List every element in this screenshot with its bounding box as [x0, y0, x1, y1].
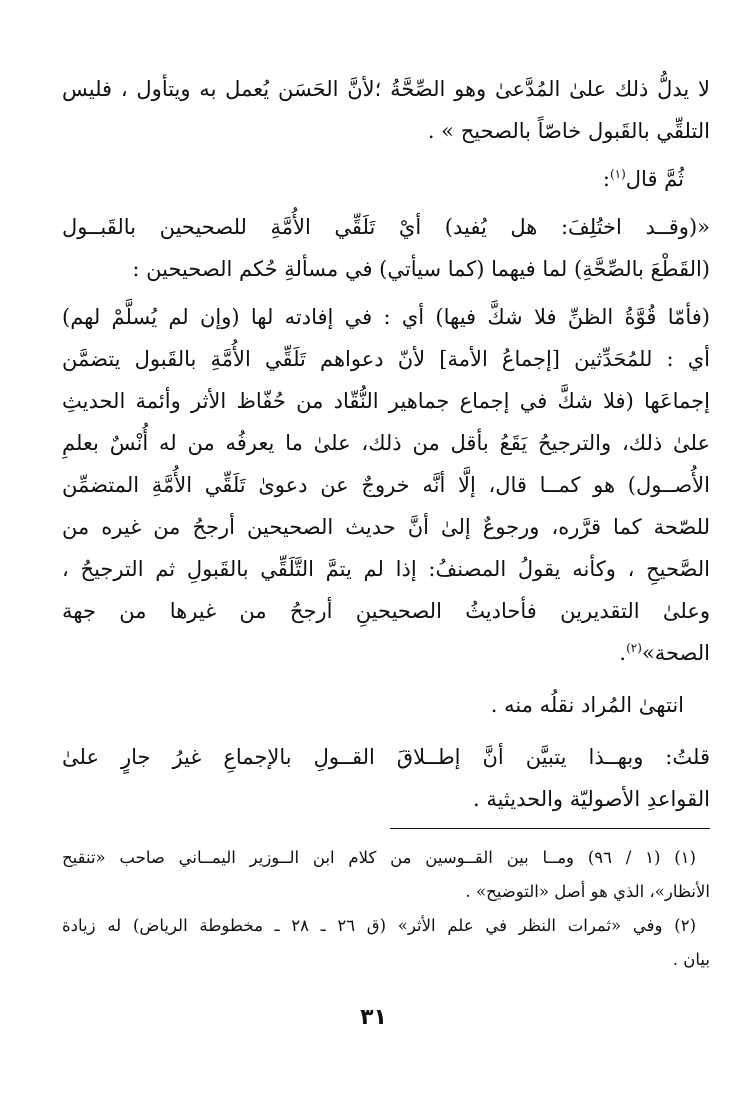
- footnote-2-line-1: (٢) وفي «ثمرات النظر في علم الأثر» (ق ٢٦ ـ ٢٨ ـ مخطوطة الرياض) له زيادة: [62, 916, 697, 935]
- body-line-10: الأُصــول) هو كمــا قال، إلَّا أنَّه خروجٌ عن دعوىٰ تَلَقِّي الأُمَّةِ المتضمِّن: [62, 473, 710, 497]
- footnote-2-line-2: بيان .: [672, 950, 710, 969]
- footnote-separator: [390, 828, 710, 829]
- body-line-16: قلتُ: وبهــذا يتبيَّن أنَّ إطــلاقَ القــولِ بالإجماعِ غيرُ جارٍ علىٰ: [62, 745, 710, 769]
- body-line-1: لا يدلُّ ذلك علىٰ المُدَّعىٰ وهو الصِّحَّةُ ؛لأنَّ الحَسَن يُعمل به ويتأول ، فليس: [62, 77, 710, 101]
- body-line-7: أي : للمُحَدِّثين [إجماعُ الأمة] لأنّ دعواهم تَلَقِّي الأُمَّةِ بالقَبول يتضمَّن: [62, 347, 710, 371]
- body-line-14: [62, 632, 710, 674]
- body-line-15: انتهىٰ المُراد نقلُه منه .: [490, 693, 684, 717]
- body-line-17: القواعدِ الأصوليّة والحديثية .: [472, 787, 710, 811]
- footnote-ref-2: (٢): [626, 641, 642, 655]
- body-line-5: (القَطْعَ بالصِّحَّةِ) لما فيهما (كما سيأتي) في مسألةِ حُكم الصحيحين :: [132, 257, 710, 281]
- body-line-12: الصَّحيحِ ، وكأنه يقولُ المصنفُ: إذا لم يتمَّ التَّلَقِّي بالقَبولِ ثم الترجيحُ ،: [62, 557, 710, 581]
- body-line-2: التلقِّي بالقَبول خاصّاً بالصحيح » .: [427, 119, 710, 143]
- body-line-13: وعلىٰ التقديرين فأحاديثُ الصحيحينِ أرجحُ من غيرها من جهة: [62, 599, 710, 623]
- body-line-3-text: ثُمَّ قال: [625, 167, 684, 191]
- body-line-9: علىٰ ذلك، والترجيحُ يَقَعُ بأقل من ذلك، علىٰ ما يعرفُه من له أُنْسٌ بعلمِ: [62, 431, 710, 455]
- page-content: [62, 68, 710, 977]
- body-line-6: (فأمّا قُوَّةُ الظنِّ فلا شكَّ فيها) أي : في إفادته لها (وإن لم يُسلَّمْ لهم): [62, 305, 710, 329]
- body-line-3-colon: :: [602, 167, 610, 191]
- body-line-14-period: .: [619, 641, 627, 665]
- body-line-4: «(وقــد اختُلِفَ: هل يُفيد) أيْ تَلَقِّي الأُمَّةِ للصحيحين بالقَبــول: [62, 215, 710, 239]
- page-number: ٣١: [360, 1005, 387, 1030]
- body-line-14-text: الصحة»: [641, 641, 710, 665]
- body-line-8: إجماعَها (فلا شكَّ في إجماع جماهير النُّقّاد من حُفّاظ الأثر وأئمة الحديثِ: [62, 389, 710, 413]
- footnote-1-line-2: الأنظار»، الذي هو أصل «التوضيح» .: [465, 882, 710, 901]
- footnote-1-line-1: (١) (١ / ٩٦) ومــا بين القــوسين من كلام ابن الــوزير اليمــاني صاحب «تنقيح: [62, 848, 696, 867]
- footnote-ref-1: (١): [609, 167, 626, 181]
- body-line-11: للصّحة كما قرَّره، ورجوعٌ إلىٰ أنَّ حديث الصحيحين أرجحُ من غيره من: [62, 515, 710, 539]
- body-line-3: [62, 158, 710, 200]
